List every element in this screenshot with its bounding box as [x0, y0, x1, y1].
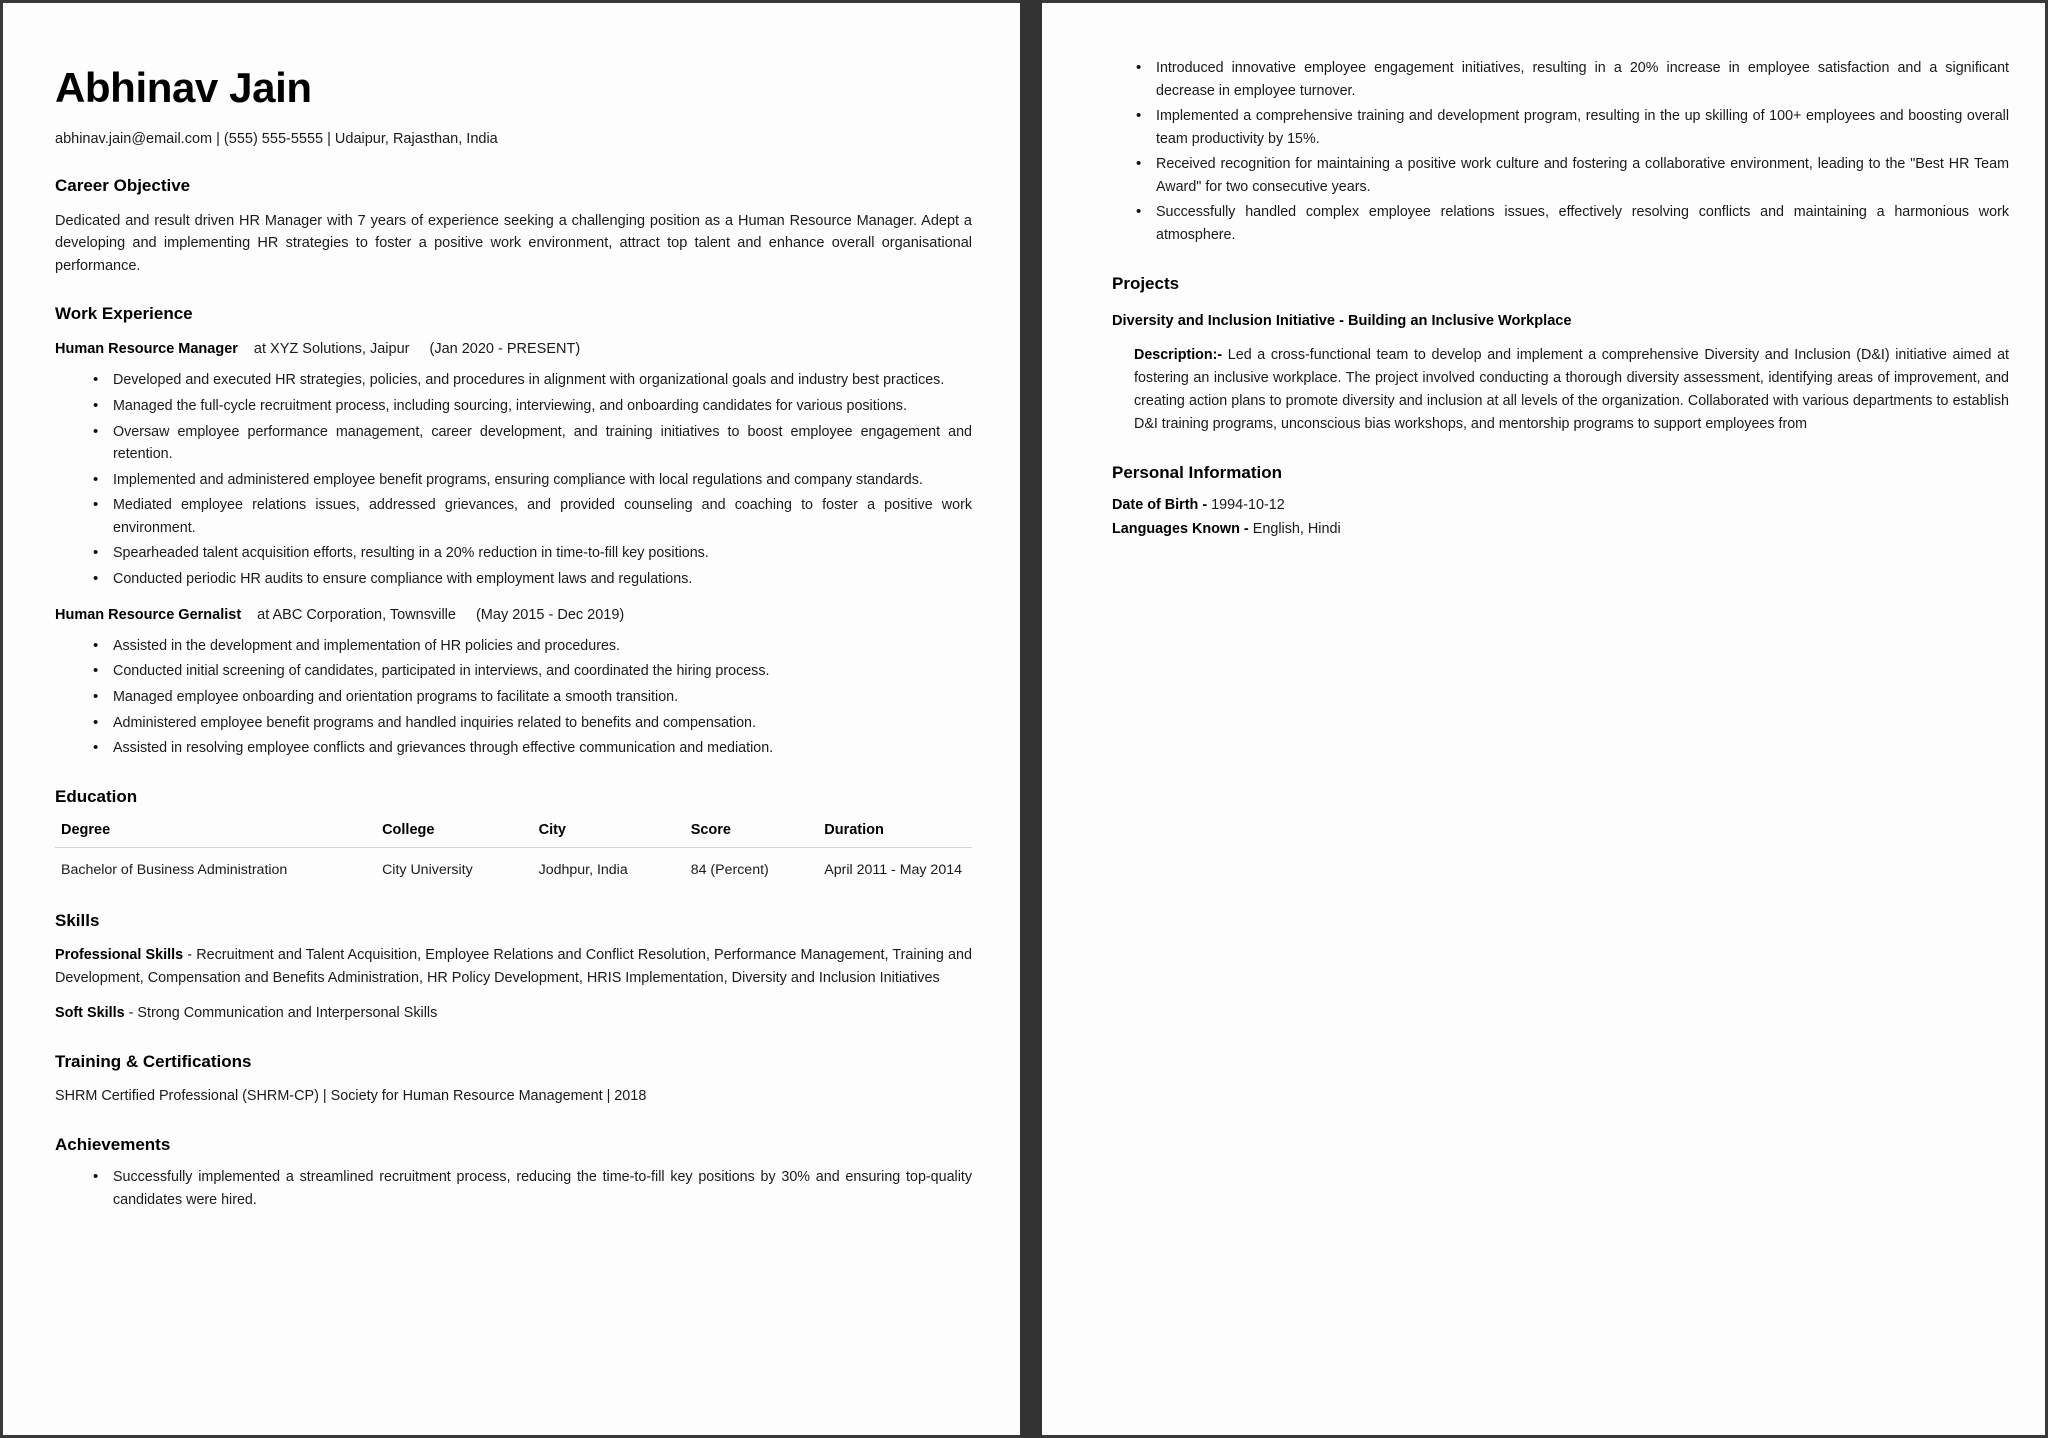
- job-bullet-list: [55, 635, 972, 760]
- career-objective-text: Dedicated and result driven HR Manager with 7 years of experience seeking a challenging position as a Human Resource Manager. Adept a developing and implementing HR strategies to foster a positive work environment, attract top talent and enhance overall organisational performance.: [55, 212, 972, 274]
- page-title: Abhinav Jain: [55, 64, 312, 111]
- table-row: [55, 847, 972, 884]
- section-heading-skills: Skills: [55, 910, 100, 930]
- soft-skills-line: [55, 1002, 972, 1025]
- list-item: • Implemented a comprehensive training and development program, resulting in the up skilling of 100+ employees and boosting overall team productivity by 15%.: [1136, 105, 2009, 150]
- resume-page-1: [0, 0, 1020, 1438]
- languages-known-line: [1112, 519, 2009, 541]
- list-item: • Conducted initial screening of candidates, participated in interviews, and coordinated the hiring process.: [93, 660, 972, 683]
- continued-bullet-list: [1112, 57, 2009, 247]
- languages-known-label: Languages Known -: [1112, 521, 1249, 538]
- cell-degree: Bachelor of Business Administration: [61, 861, 288, 878]
- date-of-birth-label: Date of Birth -: [1112, 496, 1208, 513]
- job-dates: (May 2015 - Dec 2019): [475, 606, 625, 623]
- list-item: • Successfully implemented a streamlined recruitment process, reducing the time-to-fill key positions by 30% and ensuring top-quality candidates were hired.: [93, 1166, 972, 1211]
- cell-city: Jodhpur, India: [538, 861, 628, 878]
- column-header-degree: Degree: [55, 822, 376, 848]
- section-heading-personal-information: Personal Information: [1112, 462, 1283, 482]
- job-title: Human Resource Manager: [55, 341, 238, 358]
- education-table: [55, 822, 972, 884]
- soft-skills-label: Soft Skills: [55, 1005, 125, 1022]
- project-description-text: Led a cross-functional team to develop and implement a comprehensive Diversity and Inclusion (D&I) initiative aimed at fostering an inclusive workplace. The project involved conducting a thorough diversity assessment, identifying areas of improvement, and creating action plans to promote diversity and inclusion at all levels of the organization. Collaborated with various departments to establish D&I training programs, unconscious bias workshops, and mentorship programs to support employees from: [1134, 347, 2009, 432]
- project-description-label: Description:-: [1134, 347, 1223, 364]
- job-company: at ABC Corporation, Townsville: [257, 606, 456, 623]
- section-heading-work-experience: Work Experience: [55, 303, 193, 323]
- page-divider: [1020, 0, 1042, 1438]
- list-item: • Introduced innovative employee engagement initiatives, resulting in a 20% increase in employee satisfaction and a significant decrease in employee turnover.: [1136, 57, 2009, 102]
- list-item: • Managed the full-cycle recruitment process, including sourcing, interviewing, and onboarding candidates for various positions.: [93, 395, 972, 418]
- list-item: • Implemented and administered employee benefit programs, ensuring compliance with local regulations and company standards.: [93, 469, 972, 492]
- section-heading-achievements: Achievements: [55, 1135, 171, 1155]
- list-item: • Successfully handled complex employee relations issues, effectively resolving conflicts and maintaining a harmonious work atmosphere.: [1136, 201, 2009, 246]
- professional-skills-label: Professional Skills: [55, 946, 184, 963]
- list-item: • Mediated employee relations issues, addressed grievances, and provided counseling and coaching to foster a positive work environment.: [93, 494, 972, 539]
- job-title: Human Resource Gernalist: [55, 606, 242, 623]
- table-header-row: [55, 822, 972, 848]
- professional-skills-value: - Recruitment and Talent Acquisition, Employee Relations and Conflict Resolution, Performance Management, Training and Development, Compensation and Benefits Administration, HR Policy Development, HRIS Implementation, Diversity and Inclusion Initiatives: [55, 946, 972, 986]
- list-item: • Assisted in the development and implementation of HR policies and procedures.: [93, 635, 972, 658]
- languages-known-value: English, Hindi: [1248, 521, 1341, 538]
- professional-skills-line: [55, 944, 972, 990]
- page-2-content: [1042, 21, 2045, 541]
- column-header-score: Score: [685, 822, 819, 848]
- resume-page-2: [1042, 0, 2048, 1438]
- list-item: • Managed employee onboarding and orientation programs to facilitate a smooth transition.: [93, 686, 972, 709]
- cell-college: City University: [382, 861, 473, 878]
- column-header-college: College: [376, 822, 533, 848]
- list-item: • Spearheaded talent acquisition efforts, resulting in a 20% reduction in time-to-fill key positions.: [93, 542, 972, 565]
- job-company: at XYZ Solutions, Jaipur: [253, 341, 410, 358]
- list-item: • Developed and executed HR strategies, policies, and procedures in alignment with organizational goals and industry best practices.: [93, 369, 972, 392]
- project-title: Diversity and Inclusion Initiative - Building an Inclusive Workplace: [1112, 312, 1572, 329]
- column-header-duration: Duration: [818, 822, 972, 848]
- list-item: • Received recognition for maintaining a positive work culture and fostering a collaborative environment, leading to the "Best HR Team Award" for two consecutive years.: [1136, 153, 2009, 198]
- job-dates: (Jan 2020 - PRESENT): [429, 341, 581, 358]
- section-heading-training-certifications: Training & Certifications: [55, 1052, 252, 1072]
- section-heading-projects: Projects: [1112, 273, 1180, 293]
- contact-line: abhinav.jain@email.com | (555) 555-5555 | Udaipur, Rajasthan, India: [55, 131, 498, 148]
- column-header-city: City: [533, 822, 685, 848]
- date-of-birth-value: 1994-10-12: [1207, 496, 1285, 513]
- page-1-content: [3, 21, 1020, 1211]
- section-heading-education: Education: [55, 786, 138, 806]
- cell-score: 84 (Percent): [690, 861, 769, 878]
- list-item: • Conducted periodic HR audits to ensure compliance with employment laws and regulations.: [93, 568, 972, 591]
- job-entry-header: [55, 339, 972, 359]
- soft-skills-value: - Strong Communication and Interpersonal Skills: [124, 1005, 438, 1022]
- cell-duration: April 2011 - May 2014: [824, 861, 962, 878]
- job-bullet-list: [55, 369, 972, 590]
- achievements-bullet-list: [55, 1166, 972, 1211]
- section-heading-career-objective: Career Objective: [55, 176, 191, 196]
- date-of-birth-line: [1112, 495, 2009, 517]
- certification-entry: SHRM Certified Professional (SHRM-CP) | Society for Human Resource Management | 2018: [55, 1088, 647, 1105]
- list-item: • Assisted in resolving employee conflicts and grievances through effective communication and mediation.: [93, 737, 972, 760]
- list-item: • Administered employee benefit programs and handled inquiries related to benefits and compensation.: [93, 712, 972, 735]
- list-item: • Oversaw employee performance management, career development, and training initiatives to boost employee engagement and retention.: [93, 421, 972, 466]
- job-entry-header: [55, 605, 972, 625]
- project-description: [1112, 344, 2009, 436]
